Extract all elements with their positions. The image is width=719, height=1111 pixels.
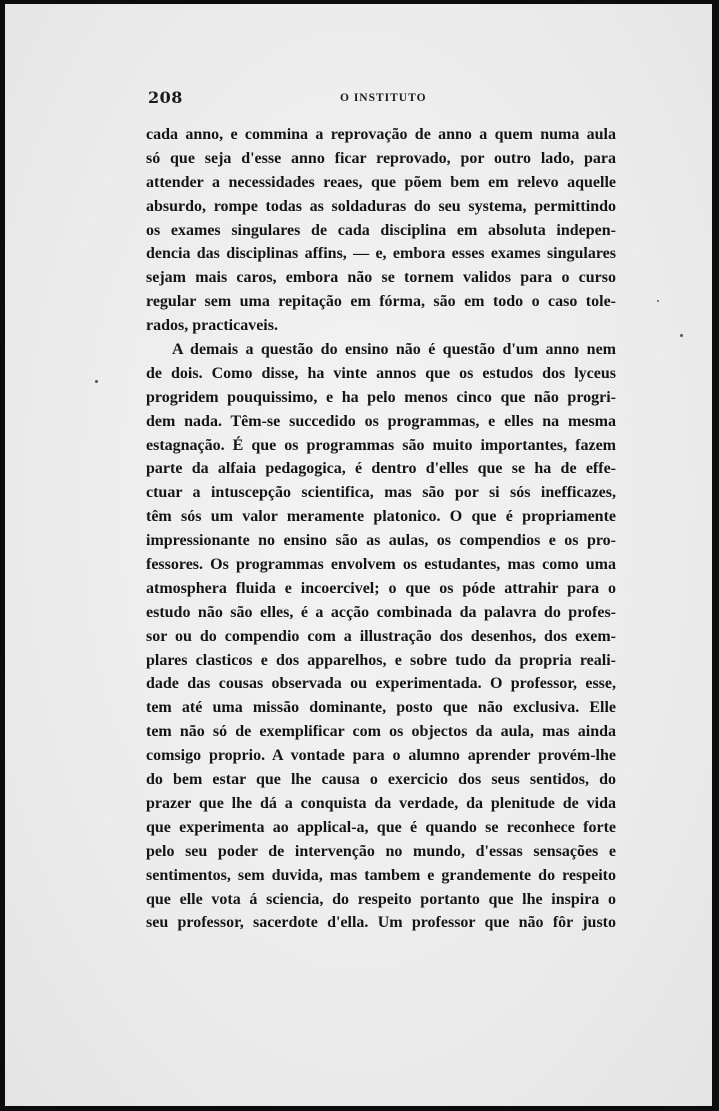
text-line: regular sem uma repitação em fórma, são em todo o caso tole-	[146, 293, 616, 311]
text-line: A demais a questão do ensino não é questão d'um anno nem	[172, 341, 616, 359]
text-line: sentimentos, sem duvida, mas tambem e grandemente do respeito	[146, 866, 616, 884]
scan-speck	[95, 380, 98, 383]
text-line: têm sós um valor meramente platonico. O que é propriamente	[146, 508, 616, 526]
text-line: rados, practicaveis.	[146, 317, 278, 335]
text-line: dem nada. Têm-se succedido os programmas, e elles na mesma	[146, 412, 616, 430]
text-line: os exames singulares de cada disciplina em absoluta indepen-	[146, 221, 616, 239]
text-line: prazer que lhe dá a conquista da verdade, da plenitude de vida	[146, 794, 616, 812]
text-line: absurdo, rompe todas as soldaduras do seu systema, permittindo	[146, 197, 616, 215]
text-line: tem não só de exemplificar com os objectos da aula, mas ainda	[146, 723, 616, 741]
text-line: pelo seu poder de intervenção no mundo, d'essas sensações e	[146, 842, 616, 860]
text-line: tem até uma missão dominante, posto que não exclusiva. Elle	[146, 699, 616, 717]
text-line: ctuar a intuscepção scientifica, mas são por si sós inefficazes,	[146, 484, 616, 502]
text-line: estudo não são elles, é a acção combinada da palavra do profes-	[146, 603, 616, 621]
body-text	[146, 123, 616, 935]
text-line: parte da alfaia pedagogica, é dentro d'elles que se ha de effe-	[146, 460, 616, 478]
text-line: dade das cousas observada ou experimentada. O professor, esse,	[146, 675, 616, 693]
page-number: 208	[148, 88, 183, 107]
text-line: sor ou do compendio com a illustração dos desenhos, dos exem-	[146, 627, 616, 645]
text-line: que elle vota á sciencia, do respeito portanto que lhe inspira o	[146, 890, 616, 908]
text-line: seu professor, sacerdote d'ella. Um professor que não fôr justo	[146, 914, 616, 932]
running-title: O INSTITUTO	[340, 92, 427, 104]
text-line: do bem estar que lhe causa o exercicio dos seus sentidos, do	[146, 771, 616, 789]
text-line: comsigo proprio. A vontade para o alumno aprender provém-lhe	[146, 747, 616, 765]
page-header	[148, 90, 614, 112]
text-line: dencia das disciplinas affins, — e, embora esses exames singulares	[146, 245, 616, 263]
text-line: cada anno, e commina a reprovação de anno a quem numa aula	[146, 126, 616, 143]
text-line: plares clasticos e dos apparelhos, e sobre tudo da propria reali-	[146, 651, 616, 669]
text-line: que experimenta ao applical-a, que é quando se reconhece forte	[146, 818, 616, 836]
text-line: sejam mais caros, embora não se tornem validos para o curso	[146, 269, 616, 287]
text-line: impressionante no ensino são as aulas, os compendios e os pro-	[146, 532, 616, 550]
scan-speck	[680, 334, 683, 337]
scan-speck	[657, 300, 659, 302]
text-line: atmosphera fluida e incoercivel; o que os póde attrahir para o	[146, 579, 616, 597]
text-line: progridem pouquissimo, e ha pelo menos cinco que não progri-	[146, 388, 616, 406]
text-line: de dois. Como disse, ha vinte annos que os estudos dos lyceus	[146, 364, 616, 382]
text-line: fessores. Os programmas envolvem os estudantes, mas como uma	[146, 556, 616, 574]
text-line: estagnação. É que os programmas são muito importantes, fazem	[146, 436, 616, 454]
text-line: attender a necessidades reaes, que põem bem em relevo aquelle	[146, 173, 616, 191]
text-line: só que seja d'esse anno ficar reprovado, por outro lado, para	[146, 149, 616, 167]
